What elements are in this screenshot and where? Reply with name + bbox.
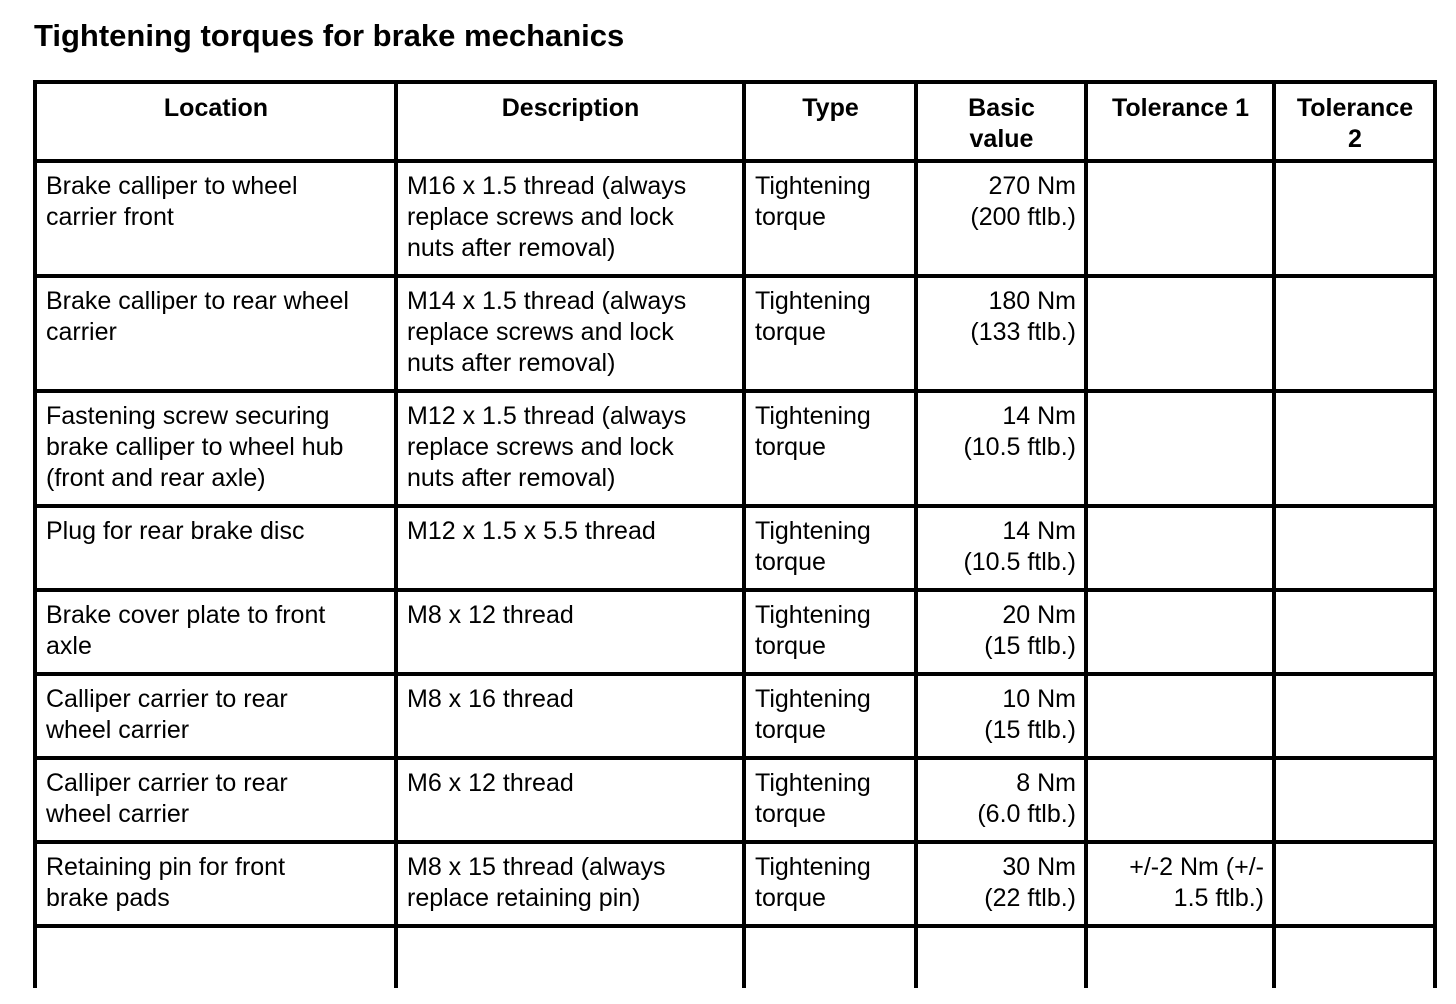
cell-basic-value [916,391,1086,506]
cell-type [744,758,916,842]
table-row [35,391,1435,506]
cell-text-line: carrier front [46,203,174,231]
table-row [35,842,1435,926]
cell-basic-value [916,506,1086,590]
cell-text-line: (133 ftlb.) [970,318,1076,346]
cell-basic-value [916,590,1086,674]
cell-text-line: 14 Nm [1002,402,1076,430]
cell-text-line: 1.5 ftlb.) [1173,884,1264,912]
cell-text-line: Calliper carrier to rear [46,769,288,797]
cell-location [35,674,396,758]
cell-text-line: axle [46,632,92,660]
cell-text-line: (6.0 ftlb.) [977,800,1076,828]
cell-text-line: 8 Nm [1016,769,1076,797]
cell-text-line: M8 x 12 thread [407,601,574,629]
cell-description [396,758,744,842]
cell-text-line: brake calliper to wheel hub [46,433,344,461]
cell-text-line: (15 ftlb.) [984,716,1076,744]
cell-basic-value [916,161,1086,276]
cell-text-line: Tightening [755,517,871,545]
cell-text-line: replace retaining pin) [407,884,641,912]
cell-tolerance-1 [1086,506,1274,590]
cell-text-line: (15 ftlb.) [984,632,1076,660]
cell-location [35,391,396,506]
cell-text-line: torque [755,318,826,346]
cell-text-line: replace screws and lock [407,433,674,461]
cell-text-line: nuts after removal) [407,349,616,377]
cell-tolerance-1 [1086,758,1274,842]
header-tolerance-2: Tolerance 2 [1274,82,1435,161]
cell-description [396,161,744,276]
header-description: Description [396,82,744,161]
cell-type [744,842,916,926]
cell-text-line: (10.5 ftlb.) [963,548,1076,576]
cell-text-line: Calliper carrier to rear [46,685,288,713]
cell-tolerance-2 [1274,758,1435,842]
cell-description [396,674,744,758]
cell-type [744,674,916,758]
cell-tolerance-2 [1274,842,1435,926]
header-location: Location [35,82,396,161]
cell-description [396,842,744,926]
cell-text-line: torque [755,632,826,660]
cell-basic-value [916,276,1086,391]
cell-tolerance-1 [1086,161,1274,276]
cell-description [396,391,744,506]
cell-text-line: wheel carrier [46,716,190,744]
cell-type-empty [744,926,916,988]
cell-text-line: Tightening [755,769,871,797]
cell-location [35,506,396,590]
header-type: Type [744,82,916,161]
cell-text-line: +/-2 Nm (+/- [1129,853,1264,881]
cell-tolerance-1 [1086,674,1274,758]
cell-text-line: Tightening [755,601,871,629]
cell-description [396,276,744,391]
cell-type [744,161,916,276]
cell-tolerance-2 [1274,161,1435,276]
header-tolerance-1: Tolerance 1 [1086,82,1274,161]
cell-tolerance-1-empty [1086,926,1274,988]
cell-tolerance-1 [1086,391,1274,506]
cell-tolerance-2 [1274,506,1435,590]
cell-basic-value [916,842,1086,926]
cell-text-line: M6 x 12 thread [407,769,574,797]
cell-tolerance-2 [1274,590,1435,674]
cell-type [744,590,916,674]
cell-text-line: M8 x 15 thread (always [407,853,666,881]
cell-text-line: Brake cover plate to front [46,601,326,629]
cell-description-empty [396,926,744,988]
cell-description [396,590,744,674]
cell-text-line: M8 x 16 thread [407,685,574,713]
cell-text-line: M16 x 1.5 thread (always [407,172,687,200]
cell-location-empty [35,926,396,988]
cell-type [744,276,916,391]
cell-text-line: replace screws and lock [407,203,674,231]
cell-location [35,161,396,276]
cell-text-line: Brake calliper to rear wheel [46,287,349,315]
cell-text-line: torque [755,884,826,912]
cell-location [35,842,396,926]
table-body [35,161,1435,988]
cell-text-line: 270 Nm [988,172,1076,200]
table-row-empty [35,926,1435,988]
cell-text-line: carrier [46,318,117,346]
table-row [35,276,1435,391]
table-row [35,758,1435,842]
cell-tolerance-1 [1086,590,1274,674]
cell-tolerance-2 [1274,276,1435,391]
cell-text-line: (front and rear axle) [46,464,266,492]
table-row [35,161,1435,276]
cell-text-line: 30 Nm [1002,853,1076,881]
page-title: Tightening torques for brake mechanics [34,18,625,53]
table-row [35,590,1435,674]
cell-text-line: Tightening [755,172,871,200]
cell-basic-value [916,674,1086,758]
cell-tolerance-2-empty [1274,926,1435,988]
cell-text-line: nuts after removal) [407,234,616,262]
cell-text-line: (10.5 ftlb.) [963,433,1076,461]
cell-tolerance-2 [1274,391,1435,506]
cell-text-line: nuts after removal) [407,464,616,492]
cell-text-line: torque [755,433,826,461]
cell-text-line: Retaining pin for front [46,853,286,881]
cell-text-line: Tightening [755,402,871,430]
cell-text-line: wheel carrier [46,800,190,828]
cell-text-line: 14 Nm [1002,517,1076,545]
cell-text-line: M12 x 1.5 x 5.5 thread [407,517,656,545]
cell-location [35,276,396,391]
cell-basic-value [916,758,1086,842]
cell-text-line: Fastening screw securing [46,402,330,430]
cell-text-line: 10 Nm [1002,685,1076,713]
cell-text-line: Plug for rear brake disc [46,517,305,545]
cell-location [35,758,396,842]
cell-basic-value-empty [916,926,1086,988]
cell-text-line: 180 Nm [988,287,1076,315]
cell-tolerance-1 [1086,842,1274,926]
cell-type [744,391,916,506]
cell-text-line: Tightening [755,287,871,315]
table-row [35,674,1435,758]
cell-type [744,506,916,590]
cell-text-line: torque [755,548,826,576]
cell-tolerance-1 [1086,276,1274,391]
header-basic-value: Basic value [916,82,1086,161]
cell-location [35,590,396,674]
torque-table [33,80,1437,988]
cell-text-line: torque [755,203,826,231]
cell-text-line: torque [755,716,826,744]
table-row [35,506,1435,590]
cell-text-line: torque [755,800,826,828]
cell-text-line: (22 ftlb.) [984,884,1076,912]
cell-description [396,506,744,590]
cell-text-line: (200 ftlb.) [970,203,1076,231]
cell-text-line: M14 x 1.5 thread (always [407,287,687,315]
cell-text-line: Tightening [755,853,871,881]
cell-text-line: brake pads [46,884,170,912]
cell-text-line: replace screws and lock [407,318,674,346]
header-row [35,82,1435,161]
cell-text-line: 20 Nm [1002,601,1076,629]
cell-tolerance-2 [1274,674,1435,758]
cell-text-line: Brake calliper to wheel [46,172,298,200]
cell-text-line: M12 x 1.5 thread (always [407,402,687,430]
cell-text-line: Tightening [755,685,871,713]
